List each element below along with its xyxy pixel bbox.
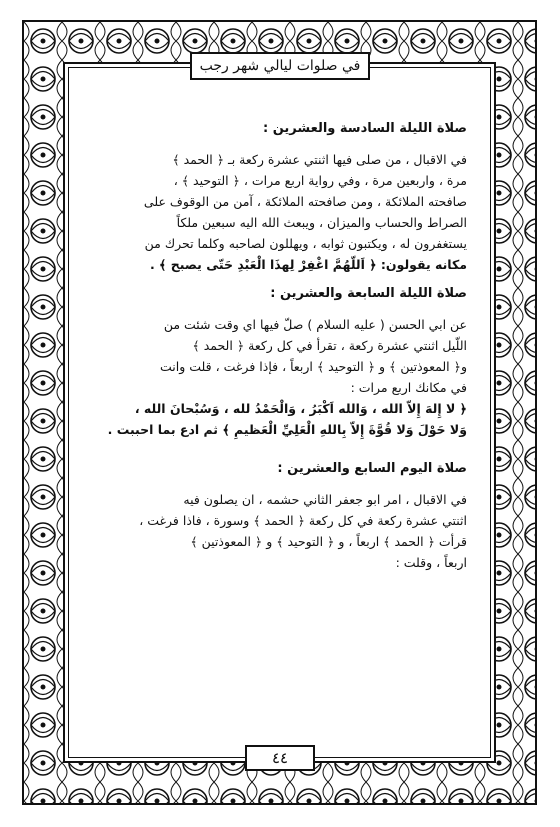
text-line: الصراط والحساب والميزان ، ويبعث الله اليه سبعين ملكاً	[176, 215, 467, 230]
header-title: في صلوات ليالي شهر رجب	[199, 58, 361, 74]
text-line: عن ابي الحسن ( عليه السلام ) صلّ فيها اي وقت شئت من	[163, 317, 467, 332]
text-line: في الاقبال ، من صلى فيها اثنتي عشرة ركعة بـ ﴿ الحمد ﴾	[172, 152, 467, 167]
text-line: ﴿ لا إِلهَ إِلاّ الله ، وَالله اَكْبَرُ ، وَالْحَمْدُ لله ، وَسُبْحانَ الله ،	[134, 401, 467, 416]
text-line: اثنتي عشرة ركعة في كل ركعة ﴿ الحمد ﴾ وسورة ، فاذا فرغت ،	[139, 513, 467, 528]
text-line: في الاقبال ، امر ابو جعفر الثاني حشمه ، ان يصلون فيه	[183, 492, 467, 507]
section-27-night	[92, 283, 467, 440]
page-number: ٤٤	[271, 749, 289, 767]
text-line: مرة ، واربعين مرة ، وفي رواية اربع مرات ، ﴿ التوحيد ﴾ ،	[173, 173, 467, 188]
text-line: صافحته الملائكة ، ومن صافحته الملائكة ، آمن من الوقوف على	[143, 194, 467, 209]
running-header	[190, 52, 370, 80]
text-line: اللّيل اثنتي عشرة ركعة ، تقرأ في كل ركعة ﴿ الحمد ﴾	[192, 338, 467, 353]
section-heading: صلاة اليوم السابع والعشرين :	[277, 461, 467, 476]
text-line: اربعاً ، وقلت :	[395, 555, 467, 570]
section-text	[92, 314, 467, 440]
text-line: في مكانك اربع مرات :	[350, 380, 467, 395]
section-text	[92, 149, 467, 275]
text-line: مكانه يقولون: ﴿ اَللّهُمَّ اغْفِرْ لِهذَا الْعَبْدِ حَتّى يصبح ﴾ .	[149, 257, 467, 272]
text-line: وَلا حَوْلَ وَلا قُوَّةَ إِلاّ بِاللهِ الْعَلِيِّ الْعَظيمِ ﴾ ثم ادع بما احببت .	[107, 422, 467, 437]
section-heading: صلاة الليلة السادسة والعشرين :	[263, 121, 467, 136]
section-26-night	[92, 118, 467, 275]
text-line: يستغفرون له ، ويكتبون ثوابه ، ويهللون لصاحبه وكلما تحرك من	[144, 236, 467, 251]
text-line: قرأت ﴿ الحمد ﴾ اربعاً ، و ﴿ التوحيد ﴾ و ﴿ المعوذتين ﴾	[190, 534, 467, 549]
page-number-box	[245, 745, 315, 771]
section-heading: صلاة الليلة السابعة والعشرين :	[270, 286, 467, 301]
section-27-day	[92, 458, 467, 573]
section-text	[92, 489, 467, 573]
spacer	[92, 448, 467, 458]
text-line: و﴿ المعوذتين ﴾ و ﴿ التوحيد ﴾ اربعاً ، فإذا فرغت ، قلت وانت	[160, 359, 467, 374]
page-body	[92, 118, 467, 581]
